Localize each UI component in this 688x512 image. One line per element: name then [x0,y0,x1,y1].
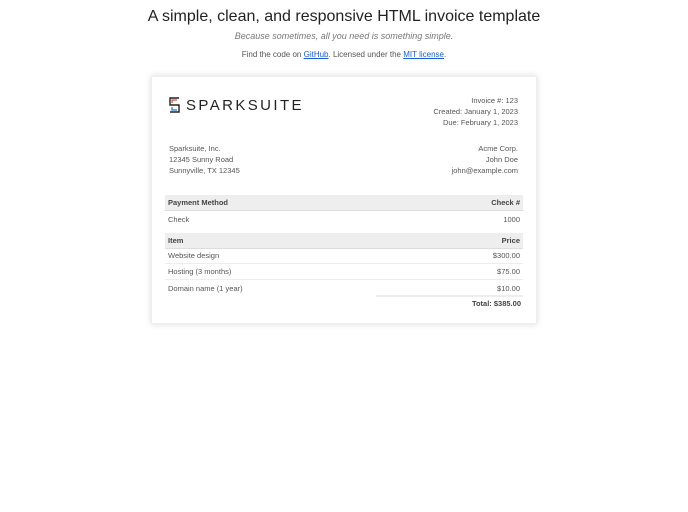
to-name: John Doe [485,155,518,164]
payment-details-row [165,211,523,227]
item-name: Hosting (3 months) [168,267,232,276]
logo-text: SPARKSUITE [186,96,304,114]
total-divider [376,295,523,297]
github-link[interactable]: GitHub [303,50,329,59]
invoice-number: Invoice #: 123 [471,96,518,105]
to-address [452,143,518,176]
license-middle: . Licensed under the [328,50,404,59]
item-name: Website design [168,251,220,260]
item-price: $75.00 [497,267,520,276]
mit-license-link[interactable]: MIT license [403,50,444,59]
license-suffix: . [443,50,447,59]
invoice-box [151,76,537,324]
sparksuite-logo [169,96,304,114]
from-address [169,143,240,176]
items-heading-row [165,233,523,249]
check-number-heading: Check # [491,198,520,207]
payment-method-heading: Payment Method [168,198,229,207]
invoice-created: Created: January 1, 2023 [433,107,518,116]
item-price: $300.00 [492,251,520,260]
check-number: 1000 [503,214,520,224]
tagline: Because sometimes, all you need is something simple. [234,31,454,41]
invoice-meta [433,95,518,128]
item-price: $10.00 [497,283,520,293]
page-title: A simple, clean, and responsive HTML invoice template [147,8,541,25]
from-street: 12345 Sunny Road [169,155,234,164]
table-row [165,248,523,264]
from-company: Sparksuite, Inc. [169,144,221,153]
payment-heading-row [165,195,523,211]
price-heading: Price [501,236,520,245]
item-heading: Item [168,236,184,245]
to-company: Acme Corp. [478,144,518,153]
code-license-line [0,50,688,59]
invoice-total: Total: $385.00 [471,299,521,308]
code-prefix: Find the code on [241,50,304,59]
to-email: john@example.com [451,166,518,175]
sparksuite-logo-icon [169,97,180,113]
from-city: Sunnyville, TX 12345 [169,166,240,175]
item-name: Domain name (1 year) [168,283,243,293]
payment-method: Check [168,214,190,224]
invoice-due: Due: February 1, 2023 [442,118,518,127]
table-row [165,264,523,280]
table-row [165,280,523,296]
